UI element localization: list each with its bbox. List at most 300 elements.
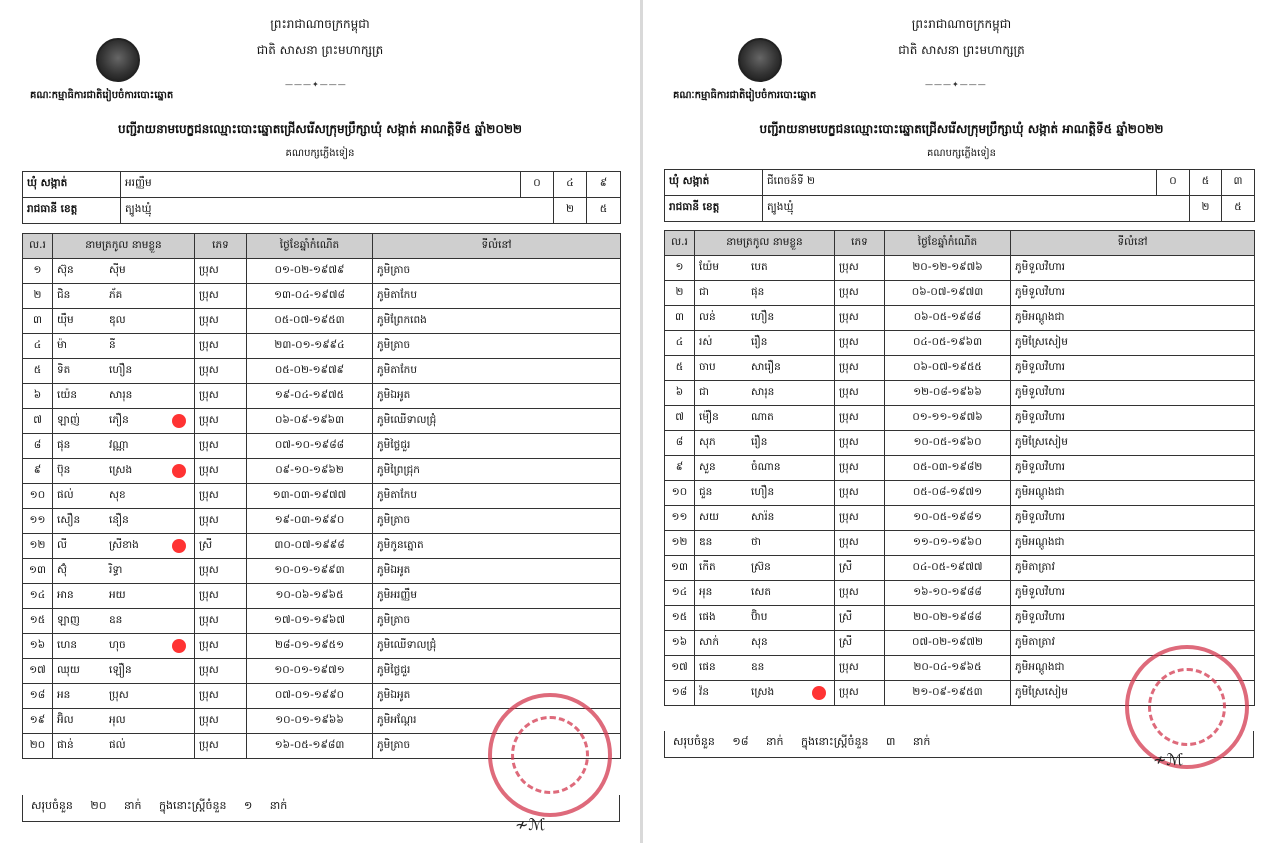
row-number: ១០ <box>665 481 695 506</box>
commune-value: អរញ្ញឹម <box>121 172 521 198</box>
candidate-name <box>53 509 195 534</box>
given-name: ហឿន <box>751 310 775 323</box>
dob-cell: ១២-០៨-១៩៦៦ <box>885 381 1011 406</box>
given-name: ស្រេង <box>109 463 133 476</box>
table-row <box>23 584 621 609</box>
summary-women: ៣ <box>885 735 896 748</box>
address-cell: ភូមិត្រាច <box>373 734 621 759</box>
given-name: សារុន <box>109 388 133 401</box>
candidate-name <box>695 481 835 506</box>
family-name: ជិន <box>57 288 71 301</box>
table-row <box>665 481 1255 506</box>
address-cell: ភូមិស្រែសៀម <box>1011 331 1255 356</box>
province-label: រាជធានី ខេត្ត <box>23 198 121 224</box>
given-name: ថា <box>751 535 761 548</box>
family-name: ទិត <box>57 363 71 376</box>
candidate-name <box>695 506 835 531</box>
province-label: រាជធានី ខេត្ត <box>665 196 763 222</box>
party-name: គណបក្សភ្លើងទៀន <box>285 148 355 159</box>
row-number: ៣ <box>23 309 53 334</box>
row-number: ៥ <box>665 356 695 381</box>
given-name: សារឿន <box>751 360 781 373</box>
sex-cell: ប្រុស <box>195 309 247 334</box>
sex-cell: ប្រុស <box>835 281 885 306</box>
family-name: អុន <box>699 585 713 598</box>
address-cell: ភូមិអណ្តូងជា <box>1011 306 1255 331</box>
province-code-digit: ៥ <box>587 198 621 224</box>
address-cell: ភូមិទួលវិហារ <box>1011 581 1255 606</box>
commune-label: ឃុំ សង្កាត់ <box>665 170 763 196</box>
row-number: ២ <box>665 281 695 306</box>
address-cell: ភូមិទួលវិហារ <box>1011 456 1255 481</box>
dob-cell: ០១-១១-១៩៧៦ <box>885 406 1011 431</box>
red-marker-dot <box>172 539 186 553</box>
family-name: ប៊ុន <box>57 463 71 476</box>
sex-cell: ប្រុស <box>835 506 885 531</box>
row-number: ១៦ <box>23 634 53 659</box>
given-name: ផល់ <box>109 738 126 751</box>
family-name: ឌន <box>699 535 713 548</box>
address-cell: ភូមិត្រាច <box>373 609 621 634</box>
candidate-name <box>695 431 835 456</box>
candidate-name <box>695 456 835 481</box>
table-row <box>23 259 621 284</box>
family-name: ឡាញ <box>57 613 80 626</box>
given-name: សេត <box>751 585 771 598</box>
family-name: យ៉ែម <box>699 260 719 273</box>
row-number: ១៣ <box>23 559 53 584</box>
given-name: អយ <box>109 588 126 601</box>
family-name: ផល់ <box>57 488 74 501</box>
sex-cell: ប្រុស <box>195 484 247 509</box>
family-name: ផុន <box>57 438 71 451</box>
candidate-name <box>695 631 835 656</box>
table-row <box>23 559 621 584</box>
candidate-name <box>53 634 195 659</box>
table-row <box>23 434 621 459</box>
official-stamp <box>1125 645 1249 769</box>
column-header-dob: ថ្ងៃខែឆ្នាំកំណើត <box>885 231 1011 256</box>
row-number: ១៨ <box>665 681 695 706</box>
address-cell: ភូមិតាកែប <box>373 284 621 309</box>
given-name: នឿន <box>109 513 129 526</box>
address-cell: ភូមិឈើទាលជ្រុំ <box>373 409 621 434</box>
candidate-name <box>53 384 195 409</box>
signature: ≁ℳ <box>1153 750 1184 769</box>
candidate-name <box>695 606 835 631</box>
family-name: រស់ <box>699 335 713 348</box>
summary-total: ២០ <box>90 799 107 812</box>
candidate-name <box>695 256 835 281</box>
red-marker-dot <box>172 464 186 478</box>
summary-women-label: ក្នុងនោះស្ត្រីចំនួន <box>801 735 869 748</box>
table-row <box>23 534 621 559</box>
row-number: ១៧ <box>665 656 695 681</box>
address-cell: ភូមិទួលវិហារ <box>1011 506 1255 531</box>
candidate-name <box>695 531 835 556</box>
table-row <box>23 459 621 484</box>
table-row <box>23 309 621 334</box>
sex-cell: ស្រី <box>835 556 885 581</box>
family-name: ជួន <box>699 485 713 498</box>
column-header-sex: ភេទ <box>195 234 247 259</box>
sex-cell: ប្រុស <box>195 559 247 584</box>
column-header-no: ល.រ <box>665 231 695 256</box>
sex-cell: ប្រុស <box>195 259 247 284</box>
given-name: ស្រ៊ន <box>751 560 771 573</box>
table-row <box>665 406 1255 431</box>
dob-cell: ២៨-០១-១៩៥១ <box>247 634 373 659</box>
address-cell: ភូមិទួលវិហារ <box>1011 381 1255 406</box>
table-row <box>23 284 621 309</box>
sex-cell: ប្រុស <box>835 656 885 681</box>
dob-cell: ០៥-០៣-១៩៨២ <box>885 456 1011 481</box>
column-header-address: ទីលំនៅ <box>373 234 621 259</box>
dob-cell: ០៧-០២-១៩៧២ <box>885 631 1011 656</box>
given-name: ប៊ិាប <box>751 610 768 623</box>
family-name: ម៉ឿន <box>699 410 719 423</box>
row-number: ១៨ <box>23 684 53 709</box>
sex-cell: ប្រុស <box>835 456 885 481</box>
dob-cell: ០៦-០៧-១៩៧៣ <box>885 281 1011 306</box>
row-number: ៨ <box>23 434 53 459</box>
row-number: ១៦ <box>665 631 695 656</box>
candidate-name <box>53 259 195 284</box>
given-name: សារ៉ន <box>751 510 775 523</box>
given-name: រឿន <box>751 435 768 448</box>
sex-cell: ស្រី <box>835 631 885 656</box>
candidate-name <box>53 534 195 559</box>
document-page-right <box>643 0 1280 843</box>
address-cell: ភូមិទួលវិហារ <box>1011 356 1255 381</box>
red-marker-dot <box>172 639 186 653</box>
address-cell: ភូមិព្រៃជ្រុក <box>373 459 621 484</box>
given-name: នី <box>109 338 116 351</box>
commune-code-digit: ៥ <box>1190 170 1222 196</box>
given-name: ឡឿន <box>109 663 132 676</box>
table-row <box>665 606 1255 631</box>
family-name: ផេង <box>699 610 716 623</box>
dob-cell: ០៧-០១-១៩៩០ <box>247 684 373 709</box>
family-name: លី <box>57 538 67 551</box>
column-header-name: នាមត្រកូល នាមខ្លួន <box>53 234 195 259</box>
address-cell: ភូមិឯអូត <box>373 684 621 709</box>
sex-cell: ប្រុស <box>835 256 885 281</box>
dob-cell: ០៤-០៥-១៩៧៧ <box>885 556 1011 581</box>
given-name: ឌុល <box>109 313 126 326</box>
row-number: ១១ <box>665 506 695 531</box>
row-number: ១៤ <box>23 584 53 609</box>
family-name: កើត <box>699 560 716 573</box>
red-marker-dot <box>172 414 186 428</box>
candidate-name <box>53 309 195 334</box>
table-row <box>665 281 1255 306</box>
address-cell: ភូមិអណ្តូងជា <box>1011 531 1255 556</box>
family-name: លន់ <box>699 310 716 323</box>
address-cell: ភូមិទួលវិហារ <box>1011 256 1255 281</box>
commune-label: ឃុំ សង្កាត់ <box>23 172 121 198</box>
summary-label: សរុបចំនួន <box>31 799 73 812</box>
commune-code-digit: ៩ <box>587 172 621 198</box>
family-name: សឿន <box>57 513 81 526</box>
sex-cell: ប្រុស <box>195 459 247 484</box>
row-number: ២ <box>23 284 53 309</box>
sex-cell: ប្រុស <box>195 334 247 359</box>
dob-cell: ១០-០១-១៩៩៣ <box>247 559 373 584</box>
given-name: ហុច <box>109 638 126 651</box>
candidate-name <box>53 734 195 759</box>
address-cell: ភូមិកូនត្នោត <box>373 534 621 559</box>
family-name: ផាន់ <box>57 738 74 751</box>
dob-cell: ២១-០៩-១៩៥៣ <box>885 681 1011 706</box>
table-row <box>665 581 1255 606</box>
given-name: សុន <box>751 635 768 648</box>
table-row <box>23 634 621 659</box>
dob-cell: ១៣-០៤-១៩៧៨ <box>247 284 373 309</box>
dob-cell: ០៦-០៥-១៩៨៨ <box>885 306 1011 331</box>
family-name: ចាប <box>699 360 716 373</box>
column-header-no: ល.រ <box>23 234 53 259</box>
commune-code-digit: ០ <box>521 172 554 198</box>
family-name: ជា <box>699 285 709 298</box>
address-cell: ភូមិអណ្តែរ <box>373 709 621 734</box>
given-name: រិទ្ធា <box>109 563 123 576</box>
row-number: ៦ <box>665 381 695 406</box>
sex-cell: ប្រុស <box>195 284 247 309</box>
committee-name: គណៈកម្មាធិការជាតិរៀបចំការបោះឆ្នោត <box>30 90 174 101</box>
summary-women: ១ <box>243 799 253 812</box>
sex-cell: ប្រុស <box>835 681 885 706</box>
row-number: ៤ <box>665 331 695 356</box>
sex-cell: ប្រុស <box>195 434 247 459</box>
family-name: សយ <box>699 510 719 523</box>
dob-cell: ១១-០១-១៩៦០ <box>885 531 1011 556</box>
kingdom-heading: ព្រះរាជាណាចក្រកម្ពុជា <box>270 17 370 31</box>
dob-cell: ០៧-១០-១៩៨៨ <box>247 434 373 459</box>
candidate-table <box>22 233 621 759</box>
province-code-digit: ២ <box>1190 196 1222 222</box>
family-name: អ៊ិល <box>57 713 74 726</box>
candidate-name <box>695 656 835 681</box>
sex-cell: ប្រុស <box>835 431 885 456</box>
given-name: បេត <box>751 260 768 273</box>
row-number: ១១ <box>23 509 53 534</box>
row-number: ៤ <box>23 334 53 359</box>
row-number: ៧ <box>23 409 53 434</box>
sex-cell: ប្រុស <box>195 384 247 409</box>
address-cell: ភូមិត្រាច <box>373 334 621 359</box>
address-cell: ភូមិអណ្តូងជា <box>1011 656 1255 681</box>
sex-cell: ប្រុស <box>195 684 247 709</box>
dob-cell: ១៧-០១-១៩៦៧ <box>247 609 373 634</box>
dob-cell: ១៣-០៣-១៩៧៧ <box>247 484 373 509</box>
dob-cell: ០១-០២-១៩៧៩ <box>247 259 373 284</box>
given-name: ស្រេង <box>751 685 775 698</box>
candidate-name <box>53 434 195 459</box>
address-cell: ភូមិឈើទាលជ្រុំ <box>373 634 621 659</box>
dob-cell: ២០-១២-១៩៧៦ <box>885 256 1011 281</box>
dob-cell: ០៩-១០-១៩៦២ <box>247 459 373 484</box>
candidate-name <box>695 281 835 306</box>
address-cell: ភូមិតាកែប <box>373 484 621 509</box>
candidate-name <box>695 556 835 581</box>
sex-cell: ប្រុស <box>835 306 885 331</box>
signature: ≁ℳ <box>515 815 546 834</box>
address-cell: ភូមិថ្លៃជួរ <box>373 434 621 459</box>
given-name: អុល <box>109 713 126 726</box>
sex-cell: ប្រុស <box>835 531 885 556</box>
row-number: ១០ <box>23 484 53 509</box>
table-row <box>665 556 1255 581</box>
family-name: ផេន <box>699 660 716 673</box>
nec-emblem-icon <box>738 38 782 82</box>
address-cell: ភូមិស្រែសៀម <box>1011 431 1255 456</box>
given-name: ផុន <box>751 285 765 298</box>
dob-cell: ១៩-០៣-១៩៩០ <box>247 509 373 534</box>
family-name: សុភ <box>699 435 716 448</box>
row-number: ១៧ <box>23 659 53 684</box>
location-table <box>22 171 621 224</box>
given-name: វណ្ណា <box>109 438 129 451</box>
document-title: បញ្ជីរាយនាមបេក្ខជនឈ្មោះបោះឆ្នោតជ្រើសរើសក្រុមប្រឹក្សាឃុំ សង្កាត់ អាណត្តិទី៥ ឆ្នាំ២០២២ <box>759 122 1164 136</box>
dob-cell: ១០-០១-១៩៧១ <box>247 659 373 684</box>
row-number: ៣ <box>665 306 695 331</box>
row-number: ៦ <box>23 384 53 409</box>
given-name: ស៊ីម <box>109 263 126 276</box>
motto-heading: ជាតិ សាសនា ព្រះមហាក្សត្រ <box>898 43 1025 57</box>
family-name: ស៊ុំ <box>57 563 67 576</box>
address-cell: ភូមិត្រាច <box>373 509 621 534</box>
sex-cell: ប្រុស <box>195 584 247 609</box>
table-row <box>665 331 1255 356</box>
table-row <box>665 356 1255 381</box>
commune-code-digit: ០ <box>1157 170 1190 196</box>
given-name: ចំណាន <box>751 460 781 473</box>
document-title: បញ្ជីរាយនាមបេក្ខជនឈ្មោះបោះឆ្នោតជ្រើសរើសក្រុមប្រឹក្សាឃុំ សង្កាត់ អាណត្តិទី៥ ឆ្នាំ២០២២ <box>118 122 522 136</box>
given-name: ប្រុស <box>109 688 129 701</box>
red-marker-dot <box>812 686 826 700</box>
province-code-digit: ២ <box>554 198 587 224</box>
table-row <box>23 509 621 534</box>
dob-cell: ០៦-០៩-១៩៦៣ <box>247 409 373 434</box>
candidate-table <box>664 230 1255 706</box>
given-name: រឿន <box>751 335 768 348</box>
location-table <box>664 169 1255 222</box>
family-name: អាន <box>57 588 74 601</box>
committee-name: គណៈកម្មាធិការជាតិរៀបចំការបោះឆ្នោត <box>673 90 817 101</box>
family-name: ឈុយ <box>57 663 80 676</box>
row-number: ៩ <box>665 456 695 481</box>
given-name: ណាត <box>751 410 774 423</box>
kingdom-heading: ព្រះរាជាណាចក្រកម្ពុជា <box>911 17 1012 31</box>
given-name: ភ័គ <box>109 288 123 301</box>
table-row <box>23 409 621 434</box>
table-row <box>23 334 621 359</box>
address-cell: ភូមិតាកែប <box>373 359 621 384</box>
address-cell: ភូមិព្រែកពេង <box>373 309 621 334</box>
summary-unit: នាក់ <box>124 799 142 812</box>
table-row <box>23 609 621 634</box>
ornament-divider: ———✦——— <box>285 80 347 89</box>
family-name: វ៉ន <box>699 685 709 698</box>
address-cell: ភូមិឯអូត <box>373 559 621 584</box>
sex-cell: ប្រុស <box>195 734 247 759</box>
province-value: ត្បូងឃ្មុំ <box>121 198 554 224</box>
commune-code-digit: ៤ <box>554 172 587 198</box>
summary-women-label: ក្នុងនោះស្ត្រីចំនួន <box>159 799 227 812</box>
summary-label: សរុបចំនួន <box>673 735 715 748</box>
candidate-name <box>53 609 195 634</box>
table-row <box>665 431 1255 456</box>
sex-cell: ប្រុស <box>835 481 885 506</box>
given-name: ឧន <box>751 660 765 673</box>
candidate-name <box>53 659 195 684</box>
column-header-address: ទីលំនៅ <box>1011 231 1255 256</box>
sex-cell: ស្រី <box>195 534 247 559</box>
dob-cell: ០៥-០២-១៩៧៩ <box>247 359 373 384</box>
table-row <box>665 256 1255 281</box>
party-name: គណបក្សភ្លើងទៀន <box>927 148 996 159</box>
candidate-name <box>53 334 195 359</box>
dob-cell: ១០-០៥-១៩៨១ <box>885 506 1011 531</box>
candidate-name <box>695 406 835 431</box>
family-name: ហេន <box>57 638 77 651</box>
table-row <box>665 506 1255 531</box>
sex-cell: ប្រុស <box>195 709 247 734</box>
row-number: ១៥ <box>23 609 53 634</box>
column-header-dob: ថ្ងៃខែឆ្នាំកំណើត <box>247 234 373 259</box>
candidate-name <box>695 381 835 406</box>
dob-cell: ១៦-១០-១៩៨៨ <box>885 581 1011 606</box>
address-cell: ភូមិត្រាច <box>373 259 621 284</box>
address-cell: ភូមិតាត្រាវ <box>1011 556 1255 581</box>
candidate-name <box>53 684 195 709</box>
candidate-name <box>53 459 195 484</box>
sex-cell: ប្រុស <box>195 509 247 534</box>
table-row <box>665 381 1255 406</box>
row-number: ៥ <box>23 359 53 384</box>
sex-cell: ប្រុស <box>195 634 247 659</box>
summary-women-unit: នាក់ <box>912 735 931 748</box>
given-name: សារុន <box>751 385 775 398</box>
nec-emblem-icon <box>96 38 140 82</box>
candidate-name <box>53 584 195 609</box>
dob-cell: ១០-០១-១៩៦៦ <box>247 709 373 734</box>
table-row <box>665 306 1255 331</box>
row-number: ១ <box>665 256 695 281</box>
sex-cell: ប្រុស <box>835 356 885 381</box>
family-name: ម៉ា <box>57 338 67 351</box>
family-name: សាក់ <box>699 635 719 648</box>
row-number: ១ <box>23 259 53 284</box>
family-name: អន <box>57 688 71 701</box>
summary-women-unit: នាក់ <box>269 799 288 812</box>
commune-value: ជីពេចន៍ទី ២ <box>763 170 1157 196</box>
family-name: យ៉ឹម <box>57 313 74 326</box>
table-row <box>665 456 1255 481</box>
address-cell: ភូមិអណ្តូងជា <box>1011 481 1255 506</box>
dob-cell: ៣០-០៧-១៩៩៨ <box>247 534 373 559</box>
dob-cell: ២០-០៤-១៩៦៥ <box>885 656 1011 681</box>
dob-cell: ១០-០៦-១៩៦៥ <box>247 584 373 609</box>
address-cell: ភូមិទួលវិហារ <box>1011 281 1255 306</box>
sex-cell: ប្រុស <box>835 331 885 356</box>
candidate-name <box>695 331 835 356</box>
province-code-digit: ៥ <box>1222 196 1255 222</box>
dob-cell: ០៤-០៥-១៩៦៣ <box>885 331 1011 356</box>
candidate-name <box>53 359 195 384</box>
dob-cell: ២៣-០១-១៩៩៤ <box>247 334 373 359</box>
